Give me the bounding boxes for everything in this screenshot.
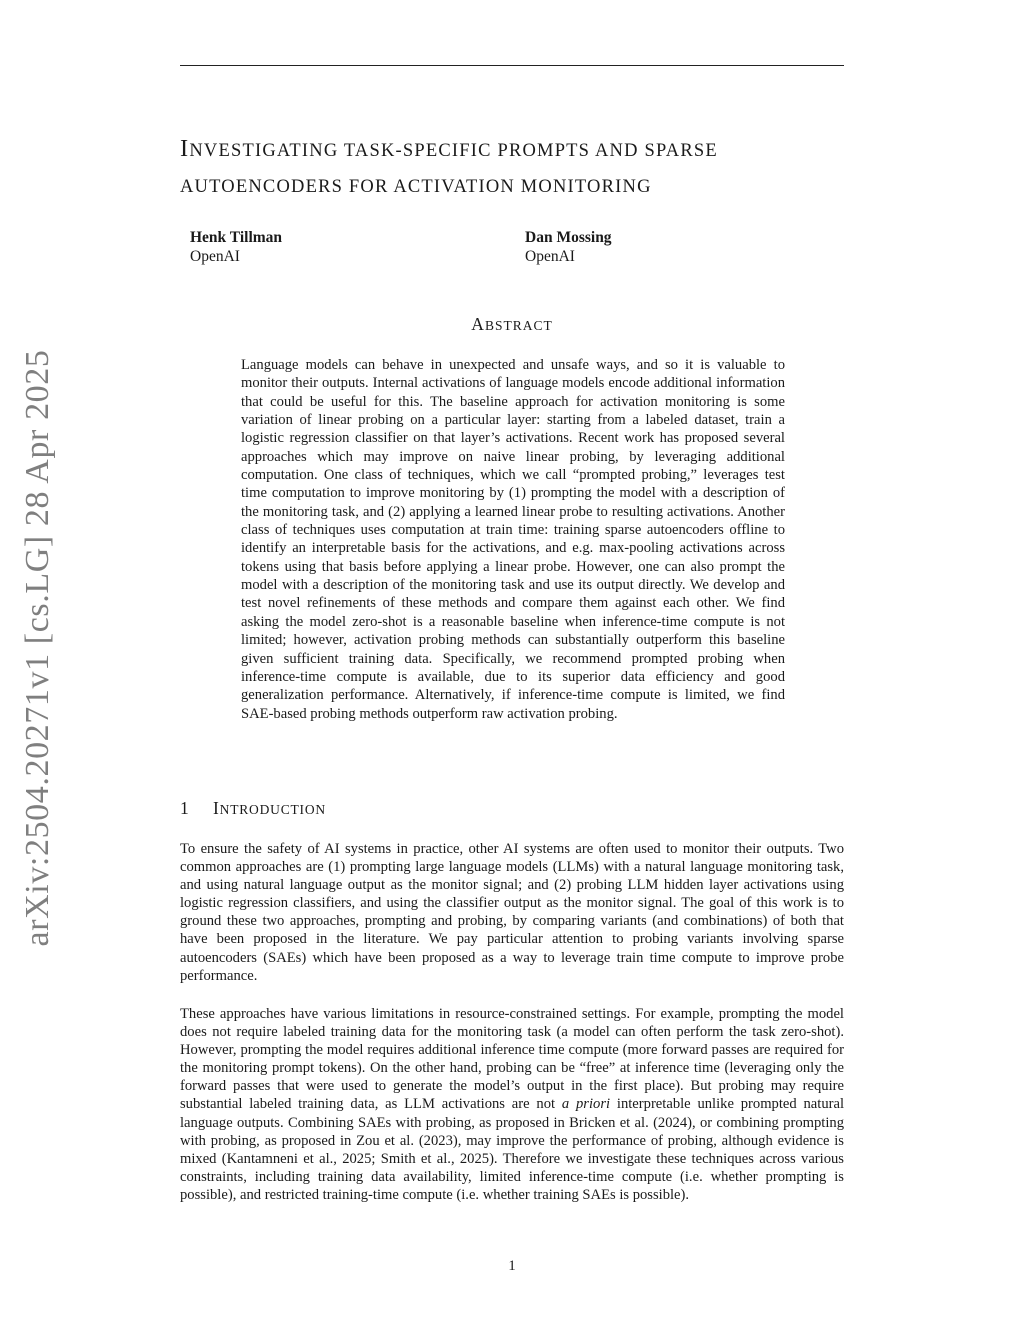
author-name: Dan Mossing [525,229,612,246]
intro-paragraph-2-emphasis: a priori [561,1096,611,1113]
arxiv-identifier [10,349,66,947]
abstract-body: Language models can behave in unexpected and unsafe ways, and so it is valuable to monitor their outputs. Internal activations of language models encode additional information that could be useful for this. The baseline approach for activation monitoring is some variation of linear probing on a particular layer: starting from a labeled dataset, train a logistic regression classifier on that layer’s activations. Recent work has proposed several approaches which may improve on naive linear probing, by leveraging additional computation. One class of techniques, which we call “prompted probing,” leverages test time computation to improve monitoring by (1) prompting the model with a description of the monitoring task, and (2) applying a learned linear probe to resulting activations. Another class of techniques uses computation at train time: training sparse autoencoders offline to identify an interpretable basis for the activations, and e.g. max-pooling activations across tokens using that basis before applying a linear probe. However, one can also prompt the model with a description of the monitoring task and use its output directly. We develop and test novel refinements of these methods and compare them against each other. We find asking the model zero-shot is a reasonable baseline when inference-time compute is not limited; however, activation probing methods can substantially outperform this baseline given sufficient training data. Specifically, we recommend prompted probing when inference-time compute is available, due to its superior data efficiency and good generalization performance. Alternatively, if inference-time compute is limited, we find SAE-based probing methods outperform raw activation probing. [241,357,785,722]
arxiv-identifier-text: arXiv:2504.20271v1 [cs.LG] 28 Apr 2025 [19,349,56,947]
page-number: 1 [508,1258,516,1274]
section-heading-introduction [180,798,326,819]
abstract-heading-rest: BSTRACT [484,318,553,333]
intro-paragraph-2 [180,1005,844,1204]
intro-paragraph-1: To ensure the safety of AI systems in practice, other AI systems are often used to monitor their outputs. Two common approaches are (1) prompting large language models (LLMs) with a natural language monitoring task, and using natural language output as the monitor signal; and (2) probing LLM hidden layer activations using logistic regression classifiers, and using the classifier output as the monitor signal. The goal of this work is to ground these two approaches, prompting and probing, by comparing variants (and combinations) of both that have been proposed in the literature. We pay particular attention to probing variants involving sparse autoencoders (SAEs) which have been proposed as a way to leverage train time compute to improve probe performance. [180,841,844,984]
paper-title [180,132,860,204]
author-block-2 [525,228,612,266]
title-line-1: NVESTIGATING TASK-SPECIFIC PROMPTS AND SPARSE [189,141,718,161]
title-initial: I [180,135,190,162]
section-heading-rest: NTRODUCTION [219,802,326,817]
author-affiliation: OpenAI [525,248,575,265]
title-line-2: AUTOENCODERS FOR ACTIVATION MONITORING [180,177,652,197]
abstract-heading-initial: A [471,314,485,334]
abstract-heading [0,314,1024,335]
intro-paragraph-2-part-b: interpretable unlike prompted natural language outputs. Combining SAEs with probing, as proposed in Bricken et al. (2024), or combining prompting with probing, as proposed in Zou et al. (2023), may improve the performance of probing, although evidence is mixed (Kantamneni et al., 2025; Smith et al., 2025). Therefore we investigate these techniques across various constraints, including training data availability, limited inference-time compute (i.e. whether prompting is possible), and restricted training-time compute (i.e. whether training SAEs is possible). [180,1096,845,1203]
section-heading-initial: I [213,798,220,818]
author-name: Henk Tillman [190,229,283,246]
intro-paragraph-2-part-a: These approaches have various limitations in resource-constrained settings. For example, prompting the model does not require labeled training data for the monitoring task (a model can often perform the task zero-shot). However, prompting the model requires additional inference time compute (more forward passes are required for the monitoring prompt tokens). On the other hand, probing can be “free” at inference time (leveraging only the forward passes that were used to generate the model’s output in the first place). But probing may require substantial labeled training data, as LLM activations are not [180,1006,844,1113]
author-block-1 [190,228,282,266]
section-number: 1 [180,798,190,818]
top-rule [180,65,844,66]
author-affiliation: OpenAI [190,248,240,265]
